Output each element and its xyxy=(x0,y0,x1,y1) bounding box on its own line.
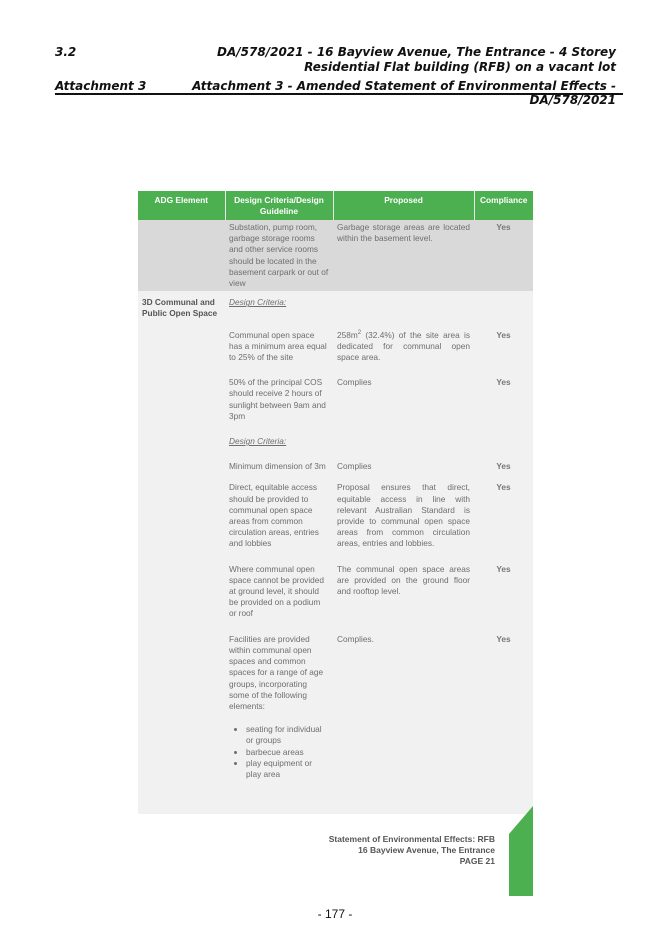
adg-compliance-table xyxy=(138,191,533,814)
footer-line-title: Statement of Environmental Effects: RFB xyxy=(328,834,495,844)
table-row xyxy=(138,449,533,474)
list-item: • seating for individual or groups xyxy=(246,724,329,746)
compliance-cell: Yes xyxy=(474,365,533,424)
criteria-cell: Direct, equitable access should be provided to communal open space areas from common circulation areas, entries and lobbies xyxy=(225,474,333,551)
header-design-criteria: Design Criteria/Design Guideline xyxy=(225,191,333,220)
footer-line-page: PAGE 21 xyxy=(459,856,495,866)
facilities-bullet-list xyxy=(229,724,329,780)
criteria-cell: Where communal open space cannot be provided at ground level, it should be provided on a podium or roof xyxy=(225,552,333,622)
adg-element-cell: 3D Communal and Public Open Space xyxy=(138,291,225,321)
design-criteria-heading: Design Criteria: xyxy=(229,436,287,447)
proposed-cell: Complies xyxy=(333,365,474,424)
proposed-cell: Garbage storage areas are located within the basement level. xyxy=(333,220,474,291)
attachment-label: Attachment 3 xyxy=(55,79,147,93)
compliance-cell: Yes xyxy=(474,322,533,366)
page-number: - 177 - xyxy=(317,907,353,921)
compliance-cell: Yes xyxy=(474,220,533,291)
adg-element-cell xyxy=(138,220,225,291)
table-row xyxy=(138,291,533,321)
compliance-cell: Yes xyxy=(474,552,533,622)
table-row xyxy=(138,424,533,449)
green-corner-tab xyxy=(509,806,533,896)
proposed-cell: The communal open space areas are provided on the ground floor and rooftop level. xyxy=(333,552,474,622)
proposed-cell: Complies xyxy=(333,449,474,474)
table-row xyxy=(138,622,533,814)
table-row xyxy=(138,474,533,551)
list-item: • play equipment or play area xyxy=(246,758,329,780)
footer-line-address: 16 Bayview Avenue, The Entrance xyxy=(358,845,495,855)
page-footer xyxy=(329,834,495,867)
table-row xyxy=(138,365,533,424)
proposed-cell: Proposal ensures that direct, equitable access in line with relevant Australian Standard is provide to communal open space areas from common circulation areas, entries and lobbies. xyxy=(333,474,474,551)
criteria-cell xyxy=(225,622,333,814)
criteria-cell: 50% of the principal COS should receive 2 hours of sunlight between 9am and 3pm xyxy=(225,365,333,424)
header-compliance: Compliance xyxy=(474,191,533,220)
compliance-cell: Yes xyxy=(474,449,533,474)
criteria-cell: Minimum dimension of 3m xyxy=(225,449,333,474)
document-title: DA/578/2021 - 16 Bayview Avenue, The Entrance - 4 Storey Residential Flat building (RFB) on a vacant lot xyxy=(217,45,616,74)
table-row xyxy=(138,220,533,291)
attachment-title: Attachment 3 - Amended Statement of Environmental Effects - DA/578/2021 xyxy=(192,79,616,107)
compliance-cell: Yes xyxy=(474,622,533,814)
site-area-text: (32.4%) of the site area is dedicated for communal open space area. xyxy=(337,329,470,363)
criteria-cell: Communal open space has a minimum area equal to 25% of the site xyxy=(225,322,333,366)
header-divider xyxy=(55,93,623,95)
table-header-row xyxy=(138,191,533,220)
agenda-item-number: 3.2 xyxy=(55,45,77,59)
table-row xyxy=(138,552,533,622)
facilities-criteria-text: Facilities are provided within communal open spaces and common spaces for a range of age groups, incorporating some of the following elements: xyxy=(229,633,324,711)
table-row xyxy=(138,322,533,366)
site-area-value: 258m xyxy=(337,329,358,340)
header-proposed: Proposed xyxy=(333,191,474,220)
list-item: • barbecue areas xyxy=(246,747,329,758)
proposed-cell xyxy=(333,322,474,366)
design-criteria-heading: Design Criteria: xyxy=(229,297,287,308)
criteria-cell: Substation, pump room, garbage storage rooms and other service rooms should be located in the basement carpark or out of view xyxy=(225,220,333,291)
proposed-cell: Complies. xyxy=(333,622,474,814)
header-adg-element: ADG Element xyxy=(138,191,225,220)
compliance-cell: Yes xyxy=(474,474,533,551)
area-unit-superscript: 2 xyxy=(357,329,362,336)
